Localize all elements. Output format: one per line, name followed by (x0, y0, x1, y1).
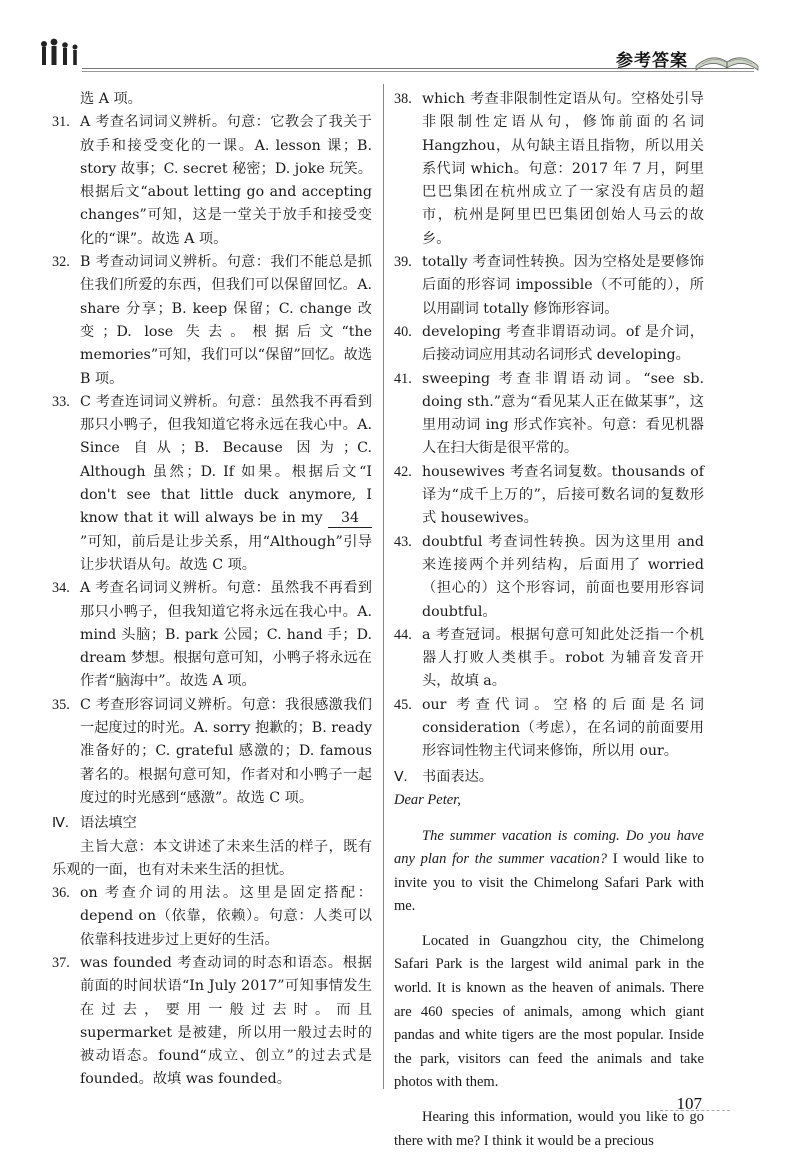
letter-salutation: Dear Peter, (394, 791, 461, 808)
page-number: 107 (676, 1094, 702, 1113)
answer-44 (394, 624, 704, 694)
answer-text: A 考查名词词义辨析。句意：虽然我不再看到那只小鸭子，但我知道它将永远在我心中。A. mind 头脑；B. park 公园；C. hand 手；D. dream 梦想。根据句意可知，小鸭子将永远在作者“脑海中”。故选 A 项。 (80, 580, 372, 690)
column-divider (383, 84, 384, 1089)
answer-41 (394, 368, 704, 461)
item-number: 35. (52, 696, 70, 713)
item-number: 41. (394, 370, 412, 387)
letter-opening-rest: I would like to invite you to visit the Chimelong Safari Park with me. (394, 851, 704, 915)
answer-32 (52, 251, 372, 391)
answer-38 (394, 88, 704, 251)
answer-text-continued: ”可知，前后是让步关系，用“Although”引导让步状语从句。故选 C 项。 (80, 533, 372, 573)
answer-text: C 考查连词词义辨析。句意：虽然我不再看到那只小鸭子，但我知道它将永远在我心中。A. Since 自从；B. Because 因为；C. Although 虽然；D. If 如果。根据后文“I don't see that little duck anymore, I know that it will always be in my (80, 393, 372, 527)
answer-39 (394, 251, 704, 321)
answer-40 (394, 321, 704, 368)
item-number: 45. (394, 696, 412, 713)
header-rule-secondary (82, 71, 754, 72)
answer-text: a 考查冠词。根据句意可知此处泛指一个机器人打败人类棋手。robot 为辅音发音开头，故填 a。 (422, 626, 704, 690)
item-number: 34. (52, 580, 70, 597)
answer-text: which 考查非限制性定语从句。空格处引导非限制性定语从句，修饰前面的名词 Hangzhou，从句缺主语且指物，所以用关系代词 which。句意：2017 年 7 月，阿里巴巴集团在杭州成立了一家没有店员的超市，杭州是阿里巴巴集团创始人马云的故乡。 (422, 91, 704, 247)
section-iv-summary: 主旨大意：本文讲述了未来生活的样子，既有乐观的一面，也有对未来生活的担忧。 (52, 838, 372, 878)
answer-text: sweeping 考查非谓语动词。“see sb. doing sth.”意为“看见某人正在做某事”，这里用动词 ing 形式作宾补。句意：看见机器人在扫大街是很平常的。 (422, 370, 704, 457)
answer-text: C 考查形容词词义辨析。句意：我很感激我们一起度过的时光。A. sorry 抱歉的；B. ready 准备好的；C. grateful 感激的；D. famous 著名的。根据句意可知，作者对和小鸭子一起度过的时光感到“感激”。故选 C 项。 (80, 696, 372, 806)
letter-opening-italic: The summer vacation is coming. Do you have any plan for the summer vacation? (394, 827, 704, 868)
model-letter (394, 789, 704, 1153)
item-number: 44. (394, 626, 412, 643)
intro-line: 选 A 项。 (80, 91, 142, 107)
section-title: 语法填空 (80, 815, 137, 832)
section-number: Ⅳ. (52, 815, 69, 832)
answer-45 (394, 694, 704, 764)
answer-37 (52, 952, 372, 1092)
answer-42 (394, 461, 704, 531)
section-title: 书面表达。 (422, 768, 493, 785)
section-number: Ⅴ. (394, 768, 408, 785)
item-number: 39. (394, 254, 412, 271)
answer-text: on 考查介词的用法。这里是固定搭配：depend on（依靠，依赖）。句意：人类可以依靠科技进步过上更好的生活。 (80, 885, 372, 948)
answer-text: totally 考查词性转换。因为空格处是要修饰后面的形容词 impossible（不可能的），所以用副词 totally 修饰形容词。 (422, 254, 704, 317)
letter-paragraph-2: Located in Guangzhou city, the Chimelong Safari Park is the largest wild animal park in the world. It is known as the heaven of animals. There are 460 species of animals, among which giant pandas and white tigers are the most popular. Inside the park, visitors can feed the animals and take photos with them. (394, 932, 704, 1091)
open-book-icon (694, 44, 760, 74)
answer-text: A 考查名词词义辨析。句意：它教会了我关于放手和接受变化的一课。A. lesson 课；B. story 故事；C. secret 秘密；D. joke 玩笑。根据后文“about letting go and accepting changes”可知，这是一堂关于放手和接受变化的“课”。故选 A 项。 (80, 114, 372, 247)
left-column (52, 88, 372, 1092)
answer-text: B 考查动词词义辨析。句意：我们不能总是抓住我们所爱的东西，但我们可以保留回忆。A. share 分享；B. keep 保留；C. change 改变；D. lose 失去。根据后文“the memories”可知，我们可以“保留”回忆。故选 B 项。 (80, 254, 372, 387)
item-number: 40. (394, 323, 412, 340)
item-number: 37. (52, 954, 70, 971)
item-number: 36. (52, 885, 70, 902)
item-number: 43. (394, 533, 412, 550)
answer-text: our 考查代词。空格的后面是名词 consideration（考虑），在名词的前面要用形容词性物主代词来修饰，所以用 our。 (422, 696, 704, 760)
answer-31 (52, 111, 372, 251)
answer-text: developing 考查非谓语动词。of 是介词，后接动词应用其动名词形式 developing。 (422, 323, 704, 364)
letter-paragraph-1 (394, 825, 704, 919)
item-number: 33. (52, 393, 70, 410)
right-column (394, 88, 704, 1153)
item-number: 31. (52, 114, 70, 131)
section-v-heading (394, 766, 704, 789)
section-iv-heading (52, 812, 372, 835)
item-number: 42. (394, 463, 412, 480)
page-title: 参考答案 (616, 51, 688, 71)
answer-text: was founded 考查动词的时态和语态。根据前面的时间状语“In July 2017”可知事情发生在过去，要用一般过去时。而且 supermarket 是被建，所以用一般过去时的被动语态。found“成立、创立”的过去式是 founded。故填 was founded。 (80, 954, 372, 1088)
header-rule (82, 68, 754, 69)
item-number: 38. (394, 91, 412, 107)
page-header (0, 0, 800, 80)
answer-35 (52, 694, 372, 810)
people-silhouette-icon (38, 38, 82, 68)
answer-34 (52, 577, 372, 693)
answer-text: housewives 考查名词复数。thousands of 译为“成千上万的”，后接可数名词的复数形式 housewives。 (422, 463, 704, 527)
answer-36 (52, 882, 372, 952)
letter-paragraph-3: Hearing this information, would you like to go there with me? I think it would be a precious (394, 1109, 704, 1149)
answer-33 (52, 391, 372, 577)
footer-decoration (660, 1110, 730, 1111)
item-number: 32. (52, 254, 70, 271)
answer-text: doubtful 考查词性转换。因为这里用 and 来连接两个并列结构，后面用了 worried（担心的）这个形容词，前面也要用形容词 doubtful。 (422, 533, 704, 620)
answer-43 (394, 531, 704, 624)
blank-34: 34 (328, 510, 372, 528)
